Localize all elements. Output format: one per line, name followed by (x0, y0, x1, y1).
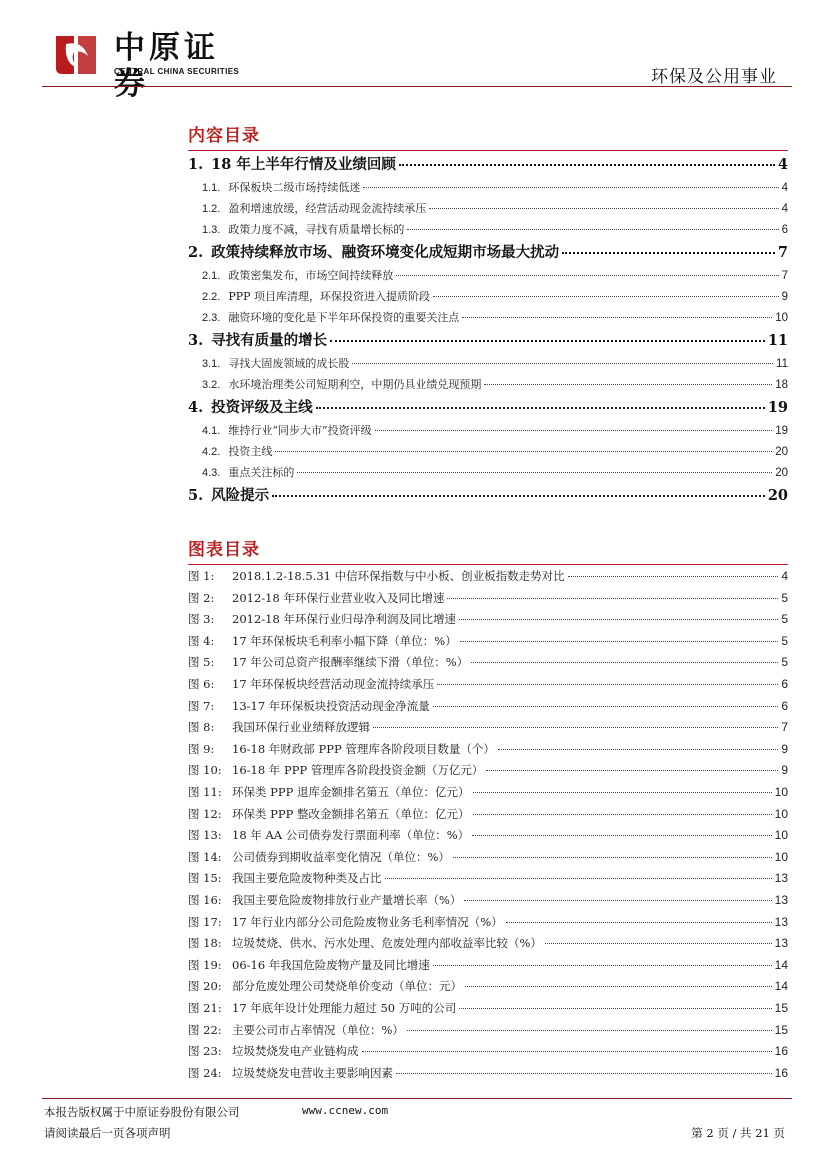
toc-section[interactable] (188, 441, 788, 462)
figure-number: 图 10: (188, 763, 222, 778)
toc-number: 3.1. (202, 358, 221, 370)
toc-page-number: 20 (767, 487, 788, 504)
dot-leader (498, 749, 778, 750)
toc-number: 4.3. (202, 467, 221, 479)
dot-leader (407, 229, 778, 230)
figure-page-number: 13 (774, 893, 788, 907)
logo-mark-icon (52, 30, 100, 78)
figure-caption: 环保类 PPP 整改金额排名第五（单位：亿元） (232, 806, 470, 821)
figure-caption: 主要公司市占率情况（单位：%） (232, 1022, 404, 1037)
toc-title-rule (188, 150, 788, 151)
dot-leader (462, 317, 772, 318)
toc-page-number: 11 (776, 358, 788, 370)
toc-page-number: 20 (775, 467, 788, 479)
figure-number: 图 22: (188, 1022, 222, 1037)
figure-caption: 06-16 年我国危险废物产量及同比增速 (232, 957, 430, 972)
dot-leader (316, 407, 765, 409)
figure-caption: 部分危废处理公司焚烧单价变动（单位：元） (232, 979, 462, 994)
figure-page-number: 5 (781, 655, 788, 670)
figure-page-number: 13 (774, 936, 788, 951)
dot-leader (352, 363, 773, 364)
figure-number: 图 12: (188, 806, 222, 821)
toc-number: 2.3. (202, 312, 221, 324)
footer-disclaimer: 请阅读最后一页各项声明 (44, 1126, 171, 1140)
toc-number: 3.2. (202, 379, 221, 391)
figure-caption: 环保类 PPP 退库金额排名第五（单位：亿元） (232, 785, 470, 799)
toc-section[interactable] (188, 219, 788, 240)
toc-text: 政策密集发布，市场空间持续释放 (228, 269, 394, 282)
figure-number: 图 5: (188, 655, 215, 670)
report-section: 环保及公用事业 (651, 67, 777, 87)
figure-entry[interactable] (188, 739, 788, 761)
figure-number: 图 21: (188, 1001, 222, 1015)
figure-number: 图 11: (188, 785, 222, 799)
dot-leader (459, 619, 778, 620)
toc-page-number: 4 (781, 203, 788, 215)
toc-number: 1.1. (202, 182, 221, 194)
figure-entry[interactable] (188, 1063, 788, 1085)
figure-page-number: 10 (774, 828, 788, 843)
toc-section[interactable] (188, 177, 788, 198)
footer-copyright: 本报告版权属于中原证券股份有限公司 (44, 1105, 240, 1119)
toc-text: 盈利增速放缓，经营活动现金流持续承压 (228, 202, 427, 215)
figure-caption: 垃圾焚烧发电营收主要影响因素 (232, 1065, 393, 1080)
figure-number: 图 20: (188, 979, 222, 994)
footer-divider (42, 1098, 792, 1099)
toc-page-number: 6 (781, 224, 788, 236)
toc-page-number: 7 (781, 270, 788, 282)
figure-page-number: 10 (774, 849, 788, 864)
toc-page-number: 19 (767, 399, 788, 416)
figure-page-number: 5 (781, 612, 788, 627)
toc-text: 环保板块二级市场持续低迷 (228, 181, 361, 194)
toc-text: 寻找有质量的增长 (211, 332, 328, 349)
figure-caption: 18 年 AA 公司债券发行票面利率（单位：%） (232, 828, 470, 843)
figure-number: 图 3: (188, 612, 215, 627)
figure-page-number: 15 (774, 1001, 788, 1015)
dot-leader (471, 662, 778, 663)
figure-caption: 2012-18 年环保行业归母净利润及同比增速 (232, 612, 456, 627)
toc-chapter[interactable] (188, 395, 788, 420)
toc-page-number: 18 (775, 379, 788, 391)
figures-title: 图表目录 (188, 540, 260, 560)
toc-number: 1. (188, 156, 204, 173)
dot-leader (385, 878, 772, 879)
dot-leader (407, 1030, 772, 1031)
figure-entry[interactable] (188, 717, 788, 739)
figure-caption: 16-18 年 PPP 管理库各阶段投资金额（万亿元） (232, 763, 484, 778)
figure-entry[interactable] (188, 955, 788, 977)
toc-section[interactable] (188, 374, 788, 395)
dot-leader (375, 430, 773, 431)
figure-entry[interactable] (188, 696, 788, 718)
dot-leader (373, 727, 778, 728)
dot-leader (453, 857, 772, 858)
toc-section[interactable] (188, 265, 788, 286)
header-divider (42, 86, 792, 87)
figure-page-number: 13 (774, 914, 788, 929)
dot-leader (362, 1051, 772, 1052)
figure-entry[interactable] (188, 912, 788, 934)
figure-entry[interactable] (188, 933, 788, 955)
toc-section[interactable] (188, 286, 788, 307)
figure-number: 图 19: (188, 957, 222, 972)
toc-page-number: 9 (781, 291, 788, 303)
figure-page-number: 13 (774, 871, 788, 886)
figure-entry[interactable] (188, 566, 788, 588)
figure-page-number: 5 (781, 633, 788, 648)
figure-number: 图 16: (188, 893, 222, 907)
figure-number: 图 18: (188, 936, 222, 951)
figure-caption: 17 年环保板块毛利率小幅下降（单位：%） (232, 633, 457, 648)
dot-leader (506, 922, 772, 923)
dot-leader (473, 792, 772, 793)
toc-number: 4.2. (202, 446, 221, 458)
figure-entry[interactable] (188, 782, 788, 804)
toc-text: 重点关注标的 (228, 466, 295, 479)
page-header (0, 0, 827, 100)
figure-number: 图 1: (188, 569, 215, 583)
dot-leader (486, 770, 778, 771)
dot-leader (396, 1073, 772, 1074)
dot-leader (484, 384, 772, 385)
figure-entry[interactable] (188, 1020, 788, 1042)
footer-website[interactable]: www.ccnew.com (302, 1104, 389, 1117)
dot-leader (275, 451, 772, 452)
figure-page-number: 6 (781, 698, 788, 713)
figure-entry[interactable] (188, 609, 788, 631)
toc-text: 维持行业“同步大市”投资评级 (228, 424, 372, 437)
figure-entry[interactable] (188, 998, 788, 1020)
company-name-cn: 中原证券 (114, 30, 219, 102)
dot-leader (396, 275, 778, 276)
figure-caption: 公司债券到期收益率变化情况（单位：%） (232, 849, 450, 864)
toc-chapter[interactable] (188, 328, 788, 353)
dot-leader (568, 576, 779, 577)
figure-entry[interactable] (188, 1041, 788, 1063)
figure-entry[interactable] (188, 976, 788, 998)
figure-page-number: 4 (781, 569, 788, 583)
toc-text: PPP 项目库清理，环保投资进入提质阶段 (228, 290, 431, 303)
toc-number: 2.2. (202, 291, 221, 303)
figure-caption: 垃圾焚烧发电产业链构成 (232, 1044, 359, 1059)
dot-leader (545, 943, 772, 944)
figure-entry[interactable] (188, 652, 788, 674)
figure-caption: 2012-18 年环保行业营业收入及同比增速 (232, 590, 445, 605)
figure-entry[interactable] (188, 631, 788, 653)
toc-page-number: 10 (775, 312, 788, 324)
toc-number: 4.1. (202, 425, 221, 437)
figure-caption: 我国主要危险废物种类及占比 (232, 871, 382, 886)
toc-text: 政策力度不减，寻找有质量增长标的 (228, 223, 405, 236)
figure-page-number: 15 (774, 1022, 788, 1037)
toc-title: 内容目录 (188, 126, 260, 146)
toc-text: 投资评级及主线 (211, 399, 313, 416)
figure-number: 图 17: (188, 914, 222, 929)
figure-number: 图 9: (188, 741, 215, 756)
figure-entry[interactable] (188, 588, 788, 610)
dot-leader (437, 684, 778, 685)
figure-page-number: 14 (774, 957, 788, 972)
figure-caption: 17 年行业内部分公司危险废物业务毛利率情况（%） (232, 914, 503, 929)
figure-number: 图 23: (188, 1044, 222, 1059)
dot-leader (272, 495, 765, 497)
toc-page-number: 4 (777, 156, 788, 173)
figure-caption: 垃圾焚烧、供水、污水处理、危废处理内部收益率比较（%） (232, 936, 542, 951)
figure-number: 图 2: (188, 590, 215, 605)
figure-entry[interactable] (188, 847, 788, 869)
dot-leader (562, 252, 775, 254)
toc-chapter[interactable] (188, 152, 788, 177)
figure-entry[interactable] (188, 890, 788, 912)
figure-caption: 17 年公司总资产报酬率继续下滑（单位：%） (232, 655, 469, 670)
figure-caption: 17 年环保板块经营活动现金流持续承压 (232, 677, 435, 691)
figure-page-number: 16 (774, 1044, 788, 1059)
figure-number: 图 7: (188, 698, 215, 713)
figure-page-number: 14 (774, 979, 788, 994)
figure-number: 图 14: (188, 849, 222, 864)
toc-number: 4. (188, 399, 204, 416)
figure-number: 图 13: (188, 828, 222, 843)
figure-page-number: 10 (774, 785, 788, 799)
toc-text: 寻找大固废领域的成长股 (228, 357, 350, 370)
figure-caption: 16-18 年财政部 PPP 管理库各阶段项目数量（个） (232, 741, 495, 756)
toc-chapter[interactable] (188, 240, 788, 265)
toc-chapter[interactable] (188, 483, 788, 508)
dot-leader (459, 1008, 771, 1009)
footer-page-info: 第 2 页 / 共 21 页 (691, 1126, 785, 1140)
toc-text: 融资环境的变化是下半年环保投资的重要关注点 (228, 311, 460, 324)
company-logo (52, 30, 247, 102)
figure-number: 图 15: (188, 871, 222, 886)
toc-number: 1.2. (202, 203, 221, 215)
toc-text: 风险提示 (211, 487, 270, 504)
figure-caption: 我国环保行业业绩释放逻辑 (232, 720, 370, 735)
dot-leader (433, 706, 779, 707)
toc-section[interactable] (188, 198, 788, 219)
figure-entry[interactable] (188, 825, 788, 847)
figures-title-rule (188, 564, 788, 565)
toc-page-number: 11 (767, 332, 788, 349)
dot-leader (460, 641, 779, 642)
toc-section[interactable] (188, 462, 788, 483)
figure-number: 图 24: (188, 1065, 222, 1080)
toc-page-number: 4 (781, 182, 788, 194)
toc-page-number: 20 (775, 446, 788, 458)
dot-leader (433, 296, 779, 297)
toc-page-number: 7 (777, 244, 788, 261)
figure-entry[interactable] (188, 868, 788, 890)
figure-caption: 13-17 年环保板块投资活动现金净流量 (232, 698, 430, 713)
figure-entry[interactable] (188, 760, 788, 782)
figure-entry[interactable] (188, 804, 788, 826)
toc-number: 2. (188, 244, 204, 261)
toc-page-number: 19 (775, 425, 788, 437)
dot-leader (464, 900, 771, 901)
figure-page-number: 6 (781, 677, 788, 691)
toc-section[interactable] (188, 307, 788, 328)
toc-section[interactable] (188, 353, 788, 374)
dot-leader (473, 814, 772, 815)
dot-leader (399, 164, 775, 166)
toc-section[interactable] (188, 420, 788, 441)
figure-page-number: 9 (781, 763, 788, 778)
toc-text: 水环境治理类公司短期利空，中期仍具业绩兑现预期 (228, 378, 482, 391)
company-name-en: CENTRAL CHINA SECURITIES (114, 67, 240, 76)
dot-leader (297, 472, 772, 473)
figure-caption: 17 年底年设计处理能力超过 50 万吨的公司 (232, 1001, 457, 1015)
figure-page-number: 7 (781, 720, 788, 735)
dot-leader (433, 965, 772, 966)
dot-leader (429, 208, 778, 209)
toc-number: 5. (188, 487, 204, 504)
figure-number: 图 4: (188, 633, 215, 648)
toc-number: 1.3. (202, 224, 221, 236)
toc-text: 18 年上半年行情及业绩回顾 (211, 156, 396, 173)
figure-entry[interactable] (188, 674, 788, 696)
figure-page-number: 16 (774, 1065, 788, 1080)
figure-page-number: 9 (781, 741, 788, 756)
dot-leader (447, 598, 778, 599)
toc-text: 政策持续释放市场、融资环境变化成短期市场最大扰动 (211, 244, 560, 261)
toc-number: 3. (188, 332, 204, 349)
toc-text: 投资主线 (228, 445, 273, 458)
figure-caption: 2018.1.2-18.5.31 中信环保指数与中小板、创业板指数走势对比 (232, 569, 565, 583)
figure-number: 图 8: (188, 720, 215, 735)
figure-page-number: 10 (774, 806, 788, 821)
figure-page-number: 5 (781, 590, 788, 605)
dot-leader (363, 187, 778, 188)
figure-number: 图 6: (188, 677, 215, 691)
toc-number: 2.1. (202, 270, 221, 282)
dot-leader (472, 835, 772, 836)
dot-leader (465, 986, 772, 987)
dot-leader (330, 340, 765, 342)
figure-caption: 我国主要危险废物排放行业产量增长率（%） (232, 893, 462, 907)
